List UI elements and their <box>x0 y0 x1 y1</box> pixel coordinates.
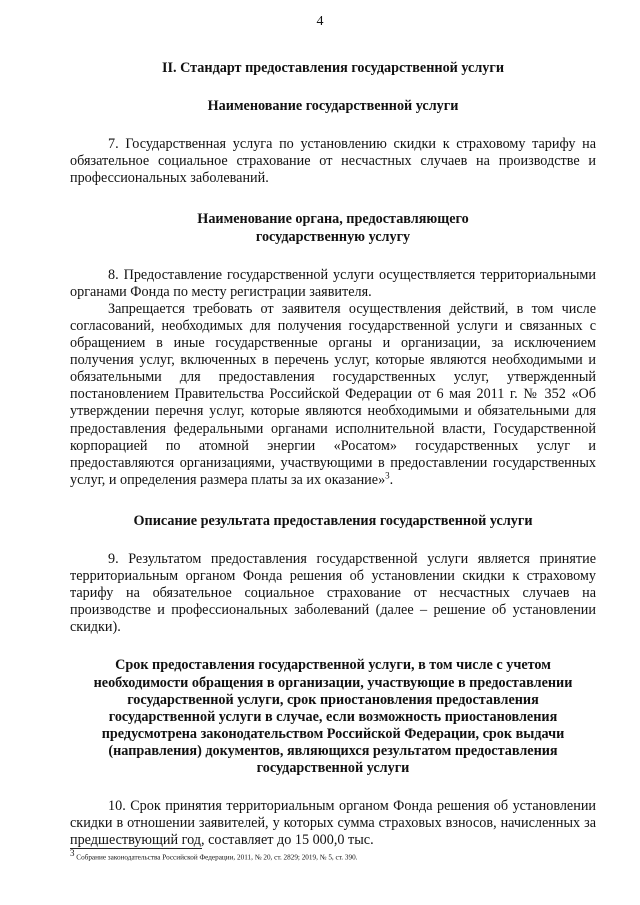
footnote-separator <box>70 848 202 849</box>
page-number: 4 <box>316 14 324 29</box>
heading-term-line-3: государственной услуги, срок приостановления предоставления <box>127 691 539 708</box>
heading-result-description: Описание результата предоставления государственной услуги <box>133 512 533 529</box>
heading-term-line-1: Срок предоставления государственной услуги, в том числе с учетом <box>115 657 551 674</box>
paragraph-7: 7. Государственная услуга по установлению скидки к страховому тарифу на обязательное социальное страхование от несчастных случаев на производстве и профессиональных заболеваний. <box>70 136 596 187</box>
paragraph-10: 10. Срок принятия территориальным органом Фонда решения об установлении скидки в отношении заявителей, у которых сумма страховых взносов, начисленных за предшествующий год, составляет до 15 000,0 тыс. <box>70 798 596 849</box>
footnote <box>70 848 358 862</box>
paragraph-8-prohibition-text: Запрещается требовать от заявителя осуществления действий, в том числе согласований, необходимых для получения государственной услуги и связанных с обращением в иные государственные органы и организации, за исключением получения услуг, включенных в перечень услуг, которые являются необходимыми и обязательными для предоставления государственных услуг, утвержденный постановлением Правительства Российской Федерации от 6 мая 2011 г. № 352 «Об утверждении перечня услуг, которые являются необходимыми и обязательными для предоставления федеральными органами исполнительной власти, Государственной корпорацией по атомной энергии «Росатом» государственных услуг и предоставляются организациями, участвующими в предоставлении государственных услуг, и определения размера платы за их оказание» <box>70 300 596 488</box>
paragraph-8: 8. Предоставление государственной услуги осуществляется территориальными органами Фонда по месту регистрации заявителя. <box>70 266 596 300</box>
heading-term-line-5: предусмотрена законодательством Российской Федерации, срок выдачи <box>101 725 565 742</box>
page-content <box>70 60 596 849</box>
section-title: II. Стандарт предоставления государственной услуги <box>161 60 505 76</box>
heading-authority-line-1: Наименование органа, предоставляющего <box>197 211 469 228</box>
heading-term-line-2: необходимости обращения в организации, участвующие в предоставлении <box>93 674 573 691</box>
footnote-reference: 3 <box>385 470 390 481</box>
heading-term-line-6: (направления) документов, являющихся результатом предоставления <box>108 742 558 759</box>
footnote-number: 3 <box>70 848 75 858</box>
heading-term-line-4: государственной услуги в случае, если возможность приостановления <box>108 708 558 725</box>
heading-term-line-7: государственной услуги <box>256 760 410 776</box>
heading-service-name: Наименование государственной услуги <box>207 98 459 115</box>
heading-authority-line-2: государственную услугу <box>255 228 411 245</box>
paragraph-8-prohibition: Запрещается требовать от заявителя осуществления действий, в том числе согласований, необходимых для получения государственной услуги и связанных с обращением в иные государственные органы и организации, за исключением получения услуг, включенных в перечень услуг, которые являются необходимыми и обязательными для предоставления государственных услуг, утвержденный постановлением Правительства Российской Федерации от 6 мая 2011 г. № 352 «Об утверждении перечня услуг, которые являются необходимыми и обязательными для предоставления федеральными органами исполнительной власти, Государственной корпорацией по атомной энергии «Росатом» государственных услуг и предоставляются организациями, участвующими в предоставлении государственных услуг, и определения размера платы за их оказание»$^3$. <box>70 300 596 488</box>
footnote-text: Собрание законодательства Российской Федерации, 2011, № 20, ст. 2829; 2019, № 5, ст. 390. <box>76 853 358 862</box>
paragraph-9: 9. Результатом предоставления государственной услуги является принятие территориальным органом Фонда решения об установлении скидки к страховому тарифу на обязательное социальное страхование от несчастных случаев на производстве и профессиональных заболеваний (далее – решение об установлении скидки). <box>70 550 596 636</box>
